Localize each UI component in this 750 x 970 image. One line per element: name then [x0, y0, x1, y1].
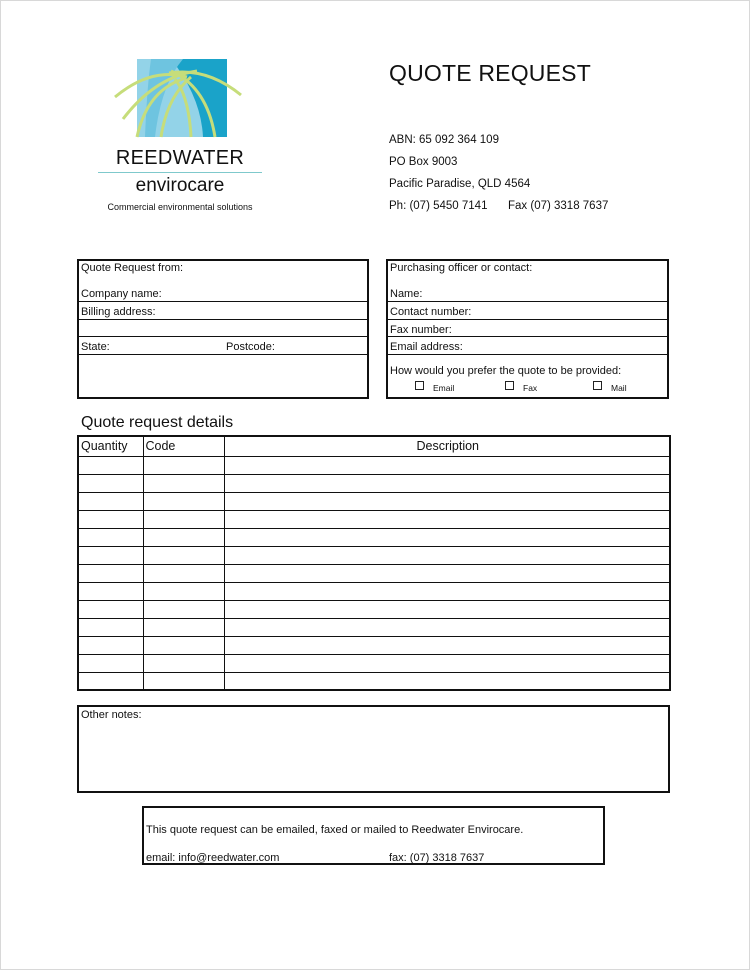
code-cell[interactable] — [143, 672, 224, 690]
table-row — [78, 546, 670, 564]
code-header: Code — [143, 436, 224, 456]
company-tagline: Commercial environmental solutions — [107, 202, 253, 212]
quantity-cell[interactable] — [78, 528, 143, 546]
quantity-cell[interactable] — [78, 636, 143, 654]
footer-box — [142, 806, 605, 865]
company-name: REEDWATER — [115, 147, 245, 169]
table-row — [78, 654, 670, 672]
code-cell[interactable] — [143, 546, 224, 564]
table-row — [78, 474, 670, 492]
code-cell[interactable] — [143, 564, 224, 582]
fax-number-label[interactable]: Fax number: — [390, 324, 452, 336]
code-cell[interactable] — [143, 582, 224, 600]
description-cell[interactable] — [224, 636, 670, 654]
email-address-label[interactable]: Email address: — [390, 341, 463, 353]
contact-box — [386, 259, 669, 399]
email-option-label: Email — [433, 383, 455, 393]
description-cell[interactable] — [224, 672, 670, 690]
abn: ABN: 65 092 364 109 — [389, 134, 499, 146]
description-cell[interactable] — [224, 492, 670, 510]
quantity-cell[interactable] — [78, 474, 143, 492]
fax: Fax (07) 3318 7637 — [508, 200, 609, 212]
table-row — [78, 564, 670, 582]
footer-email: email: info@reedwater.com — [146, 852, 280, 864]
table-header-row — [78, 436, 670, 456]
table-row — [78, 618, 670, 636]
code-cell[interactable] — [143, 474, 224, 492]
company-name-label[interactable]: Company name: — [81, 288, 162, 300]
table-row — [78, 492, 670, 510]
quantity-cell[interactable] — [78, 618, 143, 636]
code-cell[interactable] — [143, 456, 224, 474]
contact-heading: Purchasing officer or contact: — [390, 262, 533, 274]
footer-message: This quote request can be emailed, faxed or mailed to Reedwater Envirocare. — [146, 824, 524, 836]
postcode-label[interactable]: Postcode: — [226, 341, 275, 353]
quantity-cell[interactable] — [78, 582, 143, 600]
code-cell[interactable] — [143, 654, 224, 672]
description-cell[interactable] — [224, 474, 670, 492]
email-checkbox[interactable] — [415, 381, 424, 390]
description-header: Description — [224, 436, 670, 456]
table-row — [78, 510, 670, 528]
description-cell[interactable] — [224, 510, 670, 528]
table-row — [78, 672, 670, 690]
description-cell[interactable] — [224, 582, 670, 600]
table-row — [78, 456, 670, 474]
quantity-cell[interactable] — [78, 510, 143, 528]
table-row — [78, 582, 670, 600]
description-cell[interactable] — [224, 564, 670, 582]
quantity-cell[interactable] — [78, 492, 143, 510]
quote-items-table — [77, 435, 671, 691]
requester-heading: Quote Request from: — [81, 262, 184, 274]
phone: Ph: (07) 5450 7141 — [389, 200, 488, 212]
name-label[interactable]: Name: — [390, 288, 423, 300]
billing-address-label[interactable]: Billing address: — [81, 306, 156, 318]
code-cell[interactable] — [143, 618, 224, 636]
address: Pacific Paradise, QLD 4564 — [389, 178, 531, 190]
quantity-cell[interactable] — [78, 456, 143, 474]
requester-box — [77, 259, 369, 399]
mail-checkbox[interactable] — [593, 381, 602, 390]
company-subname: envirocare — [135, 175, 225, 196]
reedwater-logo-icon — [111, 57, 245, 141]
mail-option-label: Mail — [611, 383, 627, 393]
description-cell[interactable] — [224, 618, 670, 636]
table-row — [78, 636, 670, 654]
preference-question: How would you prefer the quote to be provided: — [390, 365, 622, 377]
description-cell[interactable] — [224, 546, 670, 564]
quantity-cell[interactable] — [78, 654, 143, 672]
other-notes-box[interactable] — [77, 705, 670, 793]
details-heading: Quote request details — [81, 414, 234, 431]
code-cell[interactable] — [143, 528, 224, 546]
fax-checkbox[interactable] — [505, 381, 514, 390]
description-cell[interactable] — [224, 528, 670, 546]
description-cell[interactable] — [224, 600, 670, 618]
quantity-cell[interactable] — [78, 672, 143, 690]
document-title: QUOTE REQUEST — [389, 60, 591, 86]
contact-number-label[interactable]: Contact number: — [390, 306, 472, 318]
description-cell[interactable] — [224, 654, 670, 672]
other-notes-label: Other notes: — [81, 709, 142, 721]
fax-option-label: Fax — [523, 383, 538, 393]
quantity-cell[interactable] — [78, 564, 143, 582]
footer-fax: fax: (07) 3318 7637 — [389, 852, 485, 864]
quantity-cell[interactable] — [78, 546, 143, 564]
code-cell[interactable] — [143, 636, 224, 654]
code-cell[interactable] — [143, 600, 224, 618]
quantity-header: Quantity — [78, 436, 143, 456]
quantity-cell[interactable] — [78, 600, 143, 618]
state-label[interactable]: State: — [81, 341, 110, 353]
table-row — [78, 528, 670, 546]
code-cell[interactable] — [143, 492, 224, 510]
description-cell[interactable] — [224, 456, 670, 474]
table-row — [78, 600, 670, 618]
po-box: PO Box 9003 — [389, 156, 458, 168]
logo-divider — [98, 172, 262, 173]
code-cell[interactable] — [143, 510, 224, 528]
